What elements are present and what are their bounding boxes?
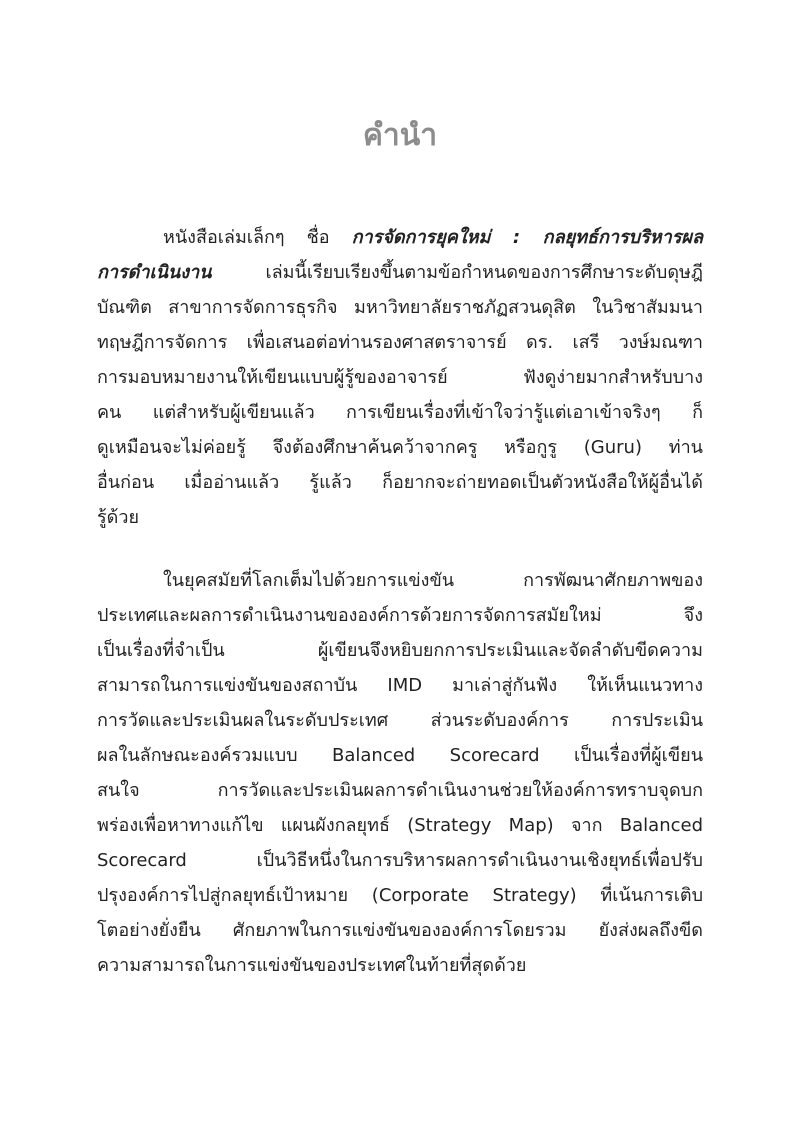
body-text: ปรุงองค์การไปสู่กลยุทธ์เป้าหมาย (Corporate Strategy) ที่เน้นการเติบ [97, 885, 703, 906]
body-text: สามารถในการแข่งขันของสถาบัน IMD มาเล่าสู่กันฟัง ให้เห็นแนวทาง [97, 675, 703, 696]
text-line [97, 913, 703, 948]
book-title-text: การดำเนินงาน [97, 262, 212, 283]
body-text: คน แต่สำหรับผู้เขียนแล้ว การเขียนเรื่องที่เข้าใจว่ารู้แต่เอาเข้าจริงๆ ก็ [97, 402, 703, 423]
body-text: รู้ด้วย [97, 507, 140, 528]
body-text: ดูเหมือนจะไม่ค่อยรู้ จึงต้องศึกษาค้นคว้าจากครู หรือกูรู (Guru) ท่าน [97, 437, 703, 458]
text-line [97, 773, 703, 808]
text-line [97, 395, 703, 430]
book-title-text: การจัดการยุคใหม่ : กลยุทธ์การบริหารผล [351, 227, 703, 248]
text-line [97, 843, 703, 878]
body-text: พร่องเพื่อหาทางแก้ไข แผนผังกลยุทธ์ (Strategy Map) จาก Balanced [97, 815, 703, 836]
text-line [97, 633, 703, 668]
text-line [97, 563, 703, 598]
text-line [97, 598, 703, 633]
body-text: โตอย่างยั่งยืน ศักยภาพในการแข่งขันขององค์การโดยรวม ยังส่งผลถึงขีด [97, 920, 703, 941]
body-text: การวัดและประเมินผลในระดับประเทศ ส่วนระดับองค์การ การประเมิน [97, 710, 703, 731]
body-text: ผลในลักษณะองค์รวมแบบ Balanced Scorecard เป็นเรื่องที่ผู้เขียน [97, 745, 703, 766]
text-line [97, 255, 703, 290]
text-line [97, 738, 703, 773]
text-line [97, 703, 703, 738]
body-text: ทฤษฎีการจัดการ เพื่อเสนอต่อท่านรองศาสตราจารย์ ดร. เสรี วงษ์มณฑา [97, 332, 703, 353]
page-title: คำนำ [362, 118, 438, 153]
text-line [97, 360, 703, 395]
text-line [97, 878, 703, 913]
paragraph-1 [97, 220, 703, 535]
body-text: เล่มนี้เรียบเรียงขึ้นตามข้อกำหนดของการศึกษาระดับดุษฎี [211, 262, 703, 283]
body-text: ประเทศและผลการดำเนินงานขององค์การด้วยการจัดการสมัยใหม่ จึง [97, 605, 703, 626]
body-text: สนใจ การวัดและประเมินผลการดำเนินงานช่วยให้องค์การทราบจุดบก [97, 780, 703, 801]
text-line [97, 290, 703, 325]
text-line [97, 465, 703, 500]
text-line [97, 948, 703, 983]
text-line [97, 325, 703, 360]
text-line [97, 668, 703, 703]
text-line [97, 500, 703, 535]
body-text: เป็นเรื่องที่จำเป็น ผู้เขียนจึงหยิบยกการประเมินและจัดลำดับขีดความ [97, 640, 703, 661]
body-text: อื่นก่อน เมื่ออ่านแล้ว รู้แล้ว ก็อยากจะถ่ายทอดเป็นตัวหนังสือให้ผู้อื่นได้ [97, 472, 703, 493]
paragraph-2 [97, 563, 703, 983]
text-line [97, 220, 703, 255]
body-text: การมอบหมายงานให้เขียนแบบผู้รู้ของอาจารย์ ฟังดูง่ายมากสำหรับบาง [97, 367, 703, 388]
body-text: บัณฑิต สาขาการจัดการธุรกิจ มหาวิทยาลัยราชภัฏสวนดุสิต ในวิชาสัมมนา [97, 297, 703, 318]
body-text: Scorecard เป็นวิธีหนึ่งในการบริหารผลการดำเนินงานเชิงยุทธ์เพื่อปรับ [97, 850, 703, 871]
text-line [97, 430, 703, 465]
text-line [97, 808, 703, 843]
body-text: หนังสือเล่มเล็กๆ ชื่อ [163, 227, 352, 248]
body-text: ในยุคสมัยที่โลกเต็มไปด้วยการแข่งขัน การพัฒนาศักยภาพของ [163, 570, 703, 591]
body-text: ความสามารถในการแข่งขันของประเทศในท้ายที่สุดด้วย [97, 955, 527, 976]
